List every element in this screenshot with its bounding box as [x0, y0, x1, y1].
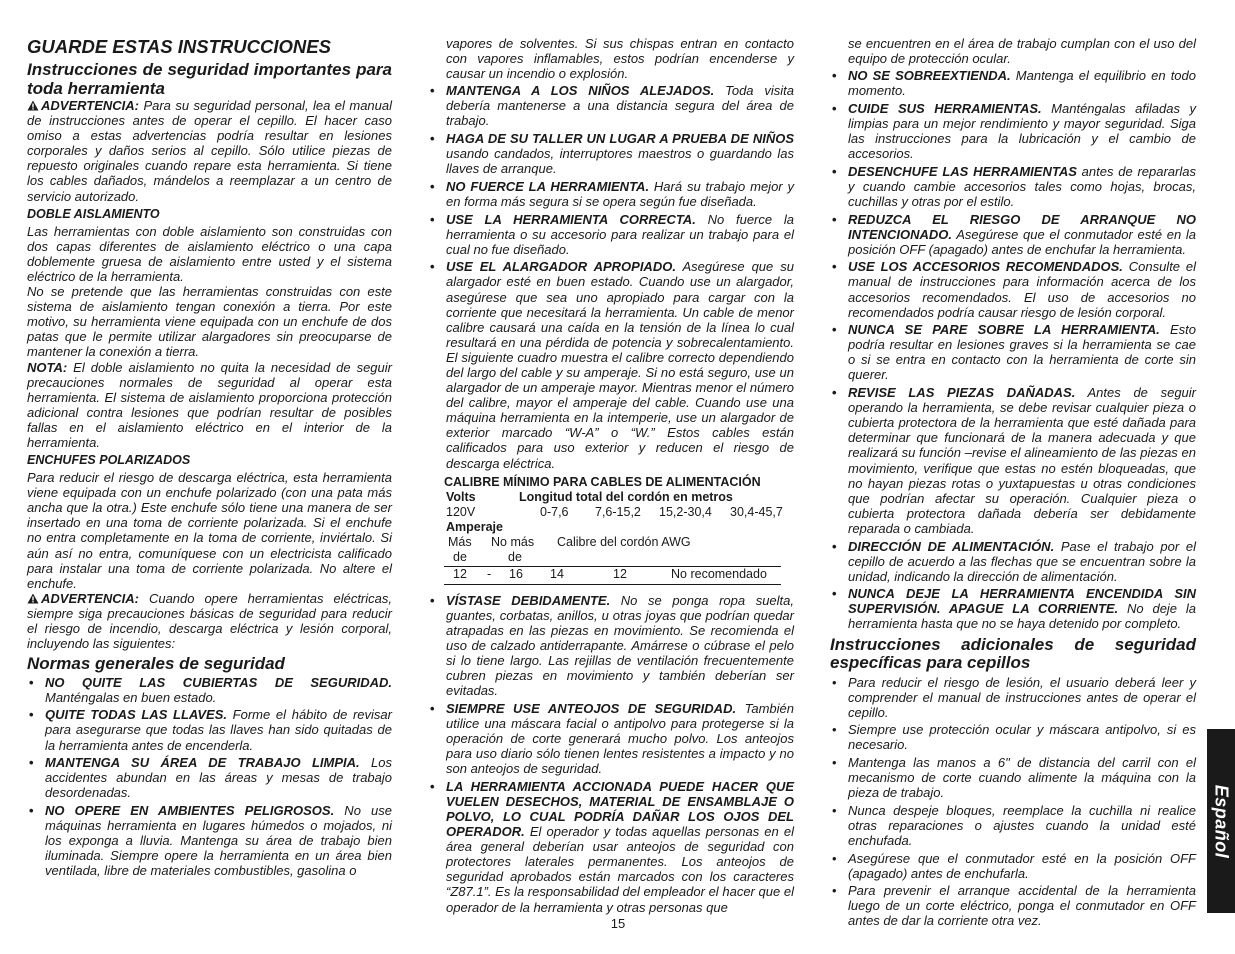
list-item	[830, 259, 1196, 319]
rule-keyword: NUNCA DEJE LA HERRAMIENTA ENCENDIDA SIN SUPERVISIÓN. APAGUE LA CORRIENTE.	[848, 586, 1196, 617]
warning-triangle-icon	[27, 100, 39, 111]
volts-header: Volts	[446, 489, 476, 504]
section-heading-planer-safety: Instrucciones adicionales de seguridad específicas para cepillos	[830, 634, 1196, 673]
rule-text: Hará su trabajo mejor y en forma más segura si se opera según fue diseñada.	[446, 178, 794, 209]
no-more-than-header: No más	[491, 534, 535, 549]
continued-text: vapores de solventes. Si sus chispas entran en contacto con vapores inflamables, estos podrían encenderse y causar un incendio o explosión.	[446, 36, 794, 82]
list-item	[830, 101, 1196, 161]
length-cell: 30,4-45,7	[730, 504, 783, 519]
list-item: • Siempre use protección ocular y máscara antipolvo, si es necesario.	[830, 722, 1196, 752]
warning-text: Cuando opere herramientas eléctricas, siempre siga precauciones básicas de seguridad para reducir el riesgo de incendio, descarga eléctrica y lesión corporal, incluyendo las siguientes:	[27, 590, 392, 652]
section-heading-safety: Instrucciones de seguridad importantes para toda herramienta	[27, 60, 392, 98]
table-cell: -	[487, 566, 492, 581]
rule-keyword: NO FUERCE LA HERRAMIENTA.	[446, 178, 650, 194]
rule-text: Los accidentes abundan en las áreas y mesas de trabajo desordenadas.	[45, 755, 392, 801]
rule-keyword: SIEMPRE USE ANTEOJOS DE SEGURIDAD.	[446, 700, 737, 716]
rule-keyword: NO SE SOBREEXTIENDA.	[848, 68, 1011, 84]
cable-gauge-table	[444, 475, 794, 585]
list-item	[830, 385, 1196, 536]
rule-text: Esto podría resultar en lesiones graves si la herramienta se cae o si se entra en contacto con la herramienta de corte sin querer.	[848, 322, 1197, 383]
note-label: NOTA:	[27, 359, 68, 375]
page-title: GUARDE ESTAS INSTRUCCIONES	[27, 36, 331, 57]
rule-keyword: NUNCA SE PARE SOBRE LA HERRAMIENTA.	[848, 322, 1160, 338]
language-tab	[1207, 729, 1235, 913]
paragraph: No se pretende que las herramientas construidas con este sistema de aislamiento tengan conexión a tierra. Por este motivo, su herramienta viene equipada con un enchufe de dos patas que le permite utilizar alargadores sin preocuparse de mantener la conexión a tierra.	[27, 284, 392, 360]
list-item	[428, 779, 794, 915]
rules-list	[830, 68, 1196, 631]
subheading-polarized-plugs: ENCHUFES POLARIZADOS	[27, 453, 191, 468]
planer-rules-list	[830, 675, 1196, 929]
de-label: de	[453, 549, 467, 564]
table-cell: 16	[509, 566, 523, 581]
note-paragraph	[27, 360, 392, 451]
warning-paragraph-2	[27, 591, 392, 651]
rule-keyword: REDUZCA EL RIESGO DE ARRANQUE NO INTENCIONADO.	[848, 211, 1196, 242]
continued-text: se encuentren en el área de trabajo cumplan con el uso del equipo de protección ocular.	[848, 36, 1196, 67]
list-item	[27, 707, 392, 752]
rule-text: Toda visita debería mantenerse a una distancia segura del área de trabajo.	[446, 83, 794, 129]
warning-text: Para su seguridad personal, lea el manual de instrucciones antes de operar el cepillo. El hacer caso omiso a estas advertencias podría resultar en lesiones corporales y daños serios al cepillo. Sólo utilice piezas de repuesto originales cuando repare esta herramienta. Si tiene los cables dañados, mándelos a reemplazar a un centro de servicio autorizado.	[27, 98, 392, 204]
rule-keyword: USE LOS ACCESORIOS RECOMENDADOS.	[848, 259, 1123, 275]
list-item	[830, 164, 1196, 209]
column-1	[27, 34, 392, 881]
page-number: 15	[610, 916, 626, 931]
rule-keyword: NO QUITE LAS CUBIERTAS DE SEGURIDAD.	[45, 674, 392, 690]
rule-keyword: USE EL ALARGADOR APROPIADO.	[446, 259, 676, 275]
rule-text: No fuerce la herramienta o su accesorio para realizar un trabajo para el cual no fue diseñado.	[446, 211, 794, 257]
rule-text: También utilice una máscara facial o antipolvo para protegerse si la operación de corte generará mucho polvo. Los anteojos para uso diario sólo tienen lentes resistentes a impacto y no son anteojos de seguridad.	[446, 700, 794, 777]
rule-text: No deje la herramienta hasta que no se haya detenido por completo.	[848, 601, 1196, 632]
table-title: CALIBRE MÍNIMO PARA CABLES DE ALIMENTACIÓN	[444, 474, 761, 489]
rule-text: Manténgalas afiladas y limpias para un mejor rendimiento y mayor seguridad. Siga las instrucciones para la lubricación y el cambio de accesorios.	[848, 100, 1196, 162]
rule-text: Asegúrese que el conmutador esté en la posición OFF (apagado) antes de enchufar la herramienta.	[848, 226, 1196, 257]
table-divider	[444, 583, 781, 585]
rule-text: No se ponga ropa suelta, guantes, corbatas, anillos, u otras joyas que podrían quedar atrapadas en las piezas en movimiento. Se recomienda el uso de calzado antiderrapante. Amárrese o cúbrase el pelo si lo tiene largo. Las rejillas de ventilación frecuentemente cubren piezas en movimiento y también deberían ser evitadas.	[446, 592, 794, 699]
list-item: • Asegúrese que el conmutador esté en la posición OFF (apagado) antes de enchufarla.	[830, 851, 1196, 881]
rule-text: Pase el trabajo por el cepillo de acuerdo a las flechas que se encuentran sobre la unidad, indicando la dirección de alimentación.	[848, 538, 1196, 584]
table-cell: 14	[550, 566, 564, 581]
warning-triangle-icon	[27, 593, 39, 604]
list-item	[830, 539, 1196, 584]
language-label: Español	[1211, 784, 1232, 858]
volt-value: 120V	[446, 504, 476, 519]
rule-keyword: VÍSTASE DEBIDAMENTE.	[446, 592, 611, 608]
list-item	[27, 803, 392, 878]
list-item	[830, 322, 1196, 382]
paragraph: Para reducir el riesgo de descarga eléctrica, esta herramienta viene equipada con un enchufe polarizado (con una pata más ancha que la otra.) Este enchufe sólo tiene una manera de ser insertado en una toma de corriente polarizada. Si el enchufe no entra completamente en la toma de corriente, inviértalo. Si aún así no entra, comuníquese con un electricista calificado para instalar una toma de corriente polarizada. No altere el enchufe.	[27, 470, 392, 591]
column-3	[830, 36, 1196, 931]
rules-list	[428, 83, 794, 470]
rule-keyword: REVISE LAS PIEZAS DAÑADAS.	[848, 385, 1076, 401]
list-item	[830, 68, 1196, 98]
rule-text: Antes de seguir operando la herramienta, se debe revisar cualquier pieza o cubierta protectora de la herramienta que esté dañada para determinar que funcionará de la manera adecuada y que realizará su función –revise el alineamiento de las piezas en movimiento, verifique que estas no estén bloqueadas, que no hayan piezas rotas o yuxtapuestas u otras condiciones que podrían afectar su operación. Cualquier pieza o cubierta protectora dañada debería ser debidamente reparada o cambiada.	[848, 385, 1196, 536]
rule-keyword: DIRECCIÓN DE ALIMENTACIÓN.	[848, 538, 1055, 554]
table-cell: 12	[453, 566, 467, 581]
rules-list	[27, 675, 392, 879]
rule-keyword: USE LA HERRAMIENTA CORRECTA.	[446, 211, 696, 227]
rule-text: El operador y todas aquellas personas en el área general deberían usar anteojos de seguridad con protectores laterales permanentes. Los anteojos de seguridad aprobados están marcados con los caracteres “Z87.1”. Es la responsabilidad del empleador el hacer que el operador de la herramienta y otras personas que	[446, 824, 794, 915]
rule-text: Asegúrese que su alargador esté en buen estado. Cuando use un alargador, asegúrese que sea uno apropiado para cargar con la corriente que necesitará la herramienta. Un cable de menor calibre causará una caída en la tensión de la línea lo cual resultará en una pérdida de potencia y sobrecalentamiento. El siguiente cuadro muestra el calibre correcto dependiendo del largo del cable y su amperaje. Si no está seguro, use un alargador de un amperaje mayor. Mientras menor el número del calibre, mayor el amperaje del cable. Cuando use una máquina herramienta en la intemperie, use un alargador de exterior marcado “W-A” o “W.” Estos cables están calificados para uso exterior y reducen el riesgo de descarga eléctrica.	[446, 259, 794, 471]
list-item: • Mantenga las manos a 6" de distancia del carril con el mecanismo de corte cuando alimente la máquina con la pieza de trabajo.	[830, 755, 1196, 800]
list-item	[27, 675, 392, 705]
rule-keyword: CUIDE SUS HERRAMIENTAS.	[848, 100, 1042, 116]
list-item	[428, 179, 794, 209]
rule-keyword: MANTENGA A LOS NIÑOS ALEJADOS.	[446, 83, 715, 99]
list-item: • Para prevenir el arranque accidental de la herramienta luego de un corte eléctrico, ponga el conmutador en OFF antes de dar la corriente otra vez.	[830, 883, 1196, 928]
amperage-header: Amperaje	[446, 519, 503, 534]
column-2	[428, 36, 794, 917]
awg-header: Calibre del cordón AWG	[557, 534, 691, 549]
warning-label: ADVERTENCIA:	[41, 590, 139, 606]
rule-text: usando candados, interruptores maestros o guardando las llaves de arranque.	[446, 146, 794, 177]
length-cell: 7,6-15,2	[595, 504, 641, 519]
length-header: Longitud total del cordón en metros	[519, 489, 733, 504]
rule-text: Consulte el manual de instrucciones para información acerca de los accesorios recomendados. El uso de accesorios no recomendados podría causar riesgo de lesión corporal.	[848, 259, 1196, 320]
table-cell: 12	[613, 566, 627, 581]
list-item	[428, 259, 794, 470]
rule-text: antes de repararlas y cuando cambie accesorios tales como hojas, brocas, cuchillas y otras por el estilo.	[848, 163, 1196, 209]
table-cell: No recomendado	[671, 566, 767, 581]
list-item	[428, 83, 794, 128]
warning-paragraph-1	[27, 98, 392, 204]
list-item	[830, 212, 1196, 257]
de-label: de	[508, 549, 522, 564]
note-text: El doble aislamiento no quita la necesidad de seguir precauciones normales de seguridad al operar esta herramienta. El sistema de aislamiento proporciona protección adicional contra lesiones que podrían resultar de posibles fallas en el aislamiento eléctrico en el interior de la herramienta.	[27, 359, 392, 450]
list-item: • Para reducir el riesgo de lesión, el usuario deberá leer y comprender el manual de instrucciones antes de operar el cepillo.	[830, 675, 1196, 720]
subheading-double-insulation: DOBLE AISLAMIENTO	[27, 206, 160, 221]
section-heading-general-rules: Normas generales de seguridad	[27, 654, 285, 674]
rule-text: No use máquinas herramienta en lugares húmedos o mojados, ni los exponga a lluvia. Mantenga su área de trabajo bien iluminada. Siempre opere la herramienta en un área bien ventilada, libre de materiales combustibles, gasolina o	[45, 802, 392, 879]
warning-label: ADVERTENCIA:	[41, 98, 139, 113]
list-item	[428, 212, 794, 257]
list-item	[428, 131, 794, 176]
length-cell: 15,2-30,4	[659, 504, 712, 519]
more-than-header: Más	[448, 534, 472, 549]
rule-text: Mantenga el equilibrio en todo momento.	[848, 68, 1196, 99]
rule-keyword: NO OPERE EN AMBIENTES PELIGROSOS.	[45, 802, 335, 818]
rule-keyword: HAGA DE SU TALLER UN LUGAR A PRUEBA DE NIÑOS	[446, 131, 794, 147]
rule-keyword: MANTENGA SU ÁREA DE TRABAJO LIMPIA.	[45, 755, 360, 771]
rules-list	[428, 593, 794, 915]
paragraph: Las herramientas con doble aislamiento son construidas con dos capas diferentes de aislamiento eléctrico o una capa doblemente gruesa de aislamiento entre usted y el sistema eléctrico de la herramienta.	[27, 223, 392, 284]
rule-keyword: QUITE TODAS LAS LLAVES.	[45, 707, 227, 723]
rule-keyword: LA HERRAMIENTA ACCIONADA PUEDE HACER QUE VUELEN DESECHOS, MATERIAL DE ENSAMBLAJE O POLVO, LO CUAL PODRÍA DAÑAR LOS OJOS DEL OPERADOR.	[446, 778, 794, 840]
list-item	[27, 755, 392, 800]
list-item: • Nunca despeje bloques, reemplace la cuchilla ni realice otras reparaciones o ajustes cuando la unidad esté enchufada.	[830, 803, 1196, 848]
list-item	[428, 701, 794, 776]
rule-text: Forme el hábito de revisar para asegurarse que todas las llaves han sido quitadas de la herramienta antes de encenderla.	[45, 707, 392, 753]
rule-text: Manténgalas en buen estado.	[45, 689, 217, 705]
list-item	[428, 593, 794, 699]
list-item	[830, 586, 1196, 631]
length-cell: 0-7,6	[540, 504, 569, 519]
rule-keyword: DESENCHUFE LAS HERRAMIENTAS	[848, 163, 1077, 179]
